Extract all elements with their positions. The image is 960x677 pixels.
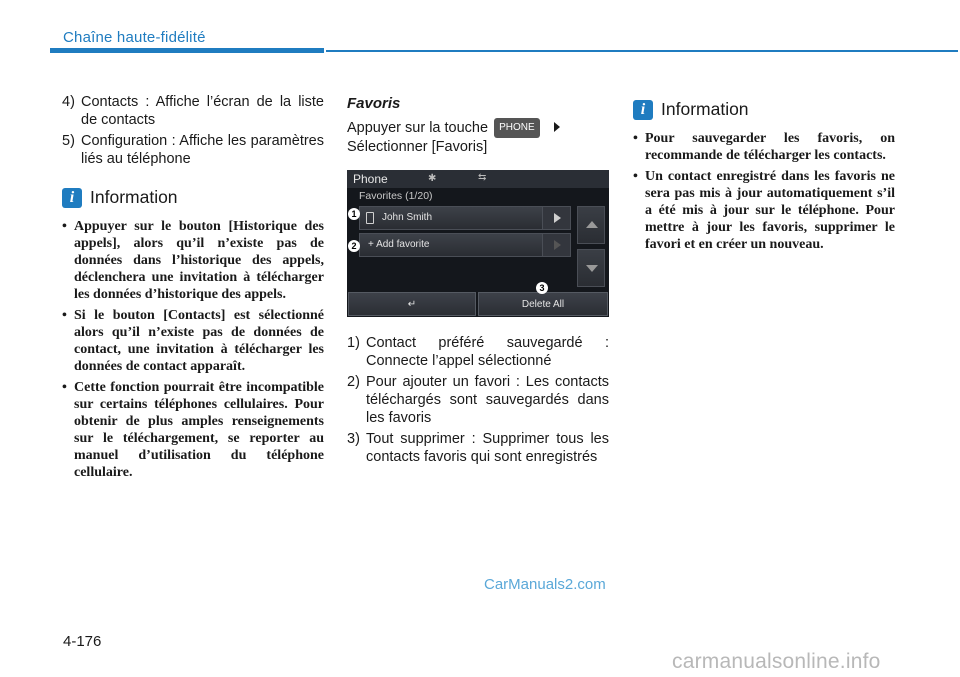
- phone-icon: [366, 212, 374, 224]
- section-title: Chaîne haute-fidélité: [63, 29, 206, 46]
- phone-key-label: PHONE: [494, 118, 540, 138]
- info-title: Information: [661, 99, 749, 119]
- list-item: 1) Contact préféré sauvegardé : Connecte l’appel sélectionné: [347, 335, 609, 369]
- phone-favorites-screen: [347, 170, 609, 317]
- scroll-up-button[interactable]: [577, 206, 605, 244]
- bullet-item: • Si le bouton [Contacts] est sélectionné alors qu’il n’existe pas de données de contact, une invitation à télécharger les données de contact apparaît.: [62, 308, 324, 374]
- callout-1: 1: [348, 208, 360, 220]
- callout-3: 3: [536, 282, 548, 294]
- bullet-item: • Cette fonction pourrait être incompatible sur certains téléphones cellulaires. Pour obtenir de plus amples renseignements sur le téléchargement, se reporter au manuel d’utilisation du téléphone cellulaire.: [62, 380, 324, 480]
- column-3: [633, 99, 895, 257]
- list-item: 4) Contacts : Affiche l’écran de la liste de contacts: [62, 94, 324, 128]
- arrow-right-icon: [554, 122, 560, 132]
- header-bar-thick: [50, 48, 324, 53]
- favorites-heading: Favoris: [347, 95, 401, 112]
- column-1: [62, 93, 324, 485]
- favorite-row-john-smith[interactable]: John Smith: [359, 206, 571, 230]
- back-button[interactable]: ↵: [348, 292, 476, 316]
- scroll-down-button[interactable]: [577, 249, 605, 287]
- bluetooth-icon: ✱: [428, 173, 437, 184]
- usb-icon: ⇆: [478, 172, 487, 183]
- callout-2: 2: [348, 240, 360, 252]
- header-bar-thin: [326, 50, 958, 52]
- add-favorite-row[interactable]: + Add favorite: [359, 233, 571, 257]
- info-icon: i: [633, 100, 653, 120]
- list-item: 2) Pour ajouter un favori : Les contacts téléchargés sont sauvegardés dans les favoris: [347, 374, 609, 426]
- play-icon[interactable]: [542, 207, 570, 229]
- column-2: [347, 95, 609, 469]
- bullet-item: • Pour sauvegarder les favoris, on recommande de télécharger les contacts.: [633, 131, 895, 163]
- watermark-corner: carmanualsonline.info: [672, 650, 881, 673]
- page-number: 4-176: [63, 633, 102, 650]
- favorites-count: Favorites (1/20): [359, 190, 433, 202]
- info-heading: [62, 187, 324, 208]
- info-icon: i: [62, 188, 82, 208]
- bullet-item: • Un contact enregistré dans les favoris ne sera pas mis à jour automatiquement s’il a été mis à jour sur le téléphone. Pour mettre à jour les favoris, supprimer le favori et en créer un nouveau.: [633, 169, 895, 252]
- delete-all-button[interactable]: Delete All: [478, 292, 608, 316]
- list-item: 5) Configuration : Affiche les paramètres liés au téléphone: [62, 133, 324, 167]
- play-icon: [542, 234, 570, 256]
- favorites-intro: Appuyer sur la touche PHONE Sélectionner [Favoris]: [347, 118, 609, 156]
- info-title: Information: [90, 187, 178, 207]
- bullet-item: • Appuyer sur le bouton [Historique des appels], alors qu’il n’existe pas de données dans l’historique des appels, déclenchera une invitation à télécharger les données d’historique des appels.: [62, 219, 324, 302]
- info-heading: [633, 99, 895, 120]
- screen-title: Phone: [353, 172, 388, 186]
- watermark-center: CarManuals2.com: [484, 576, 606, 593]
- list-item: 3) Tout supprimer : Supprimer tous les contacts favoris qui sont enregistrés: [347, 431, 609, 465]
